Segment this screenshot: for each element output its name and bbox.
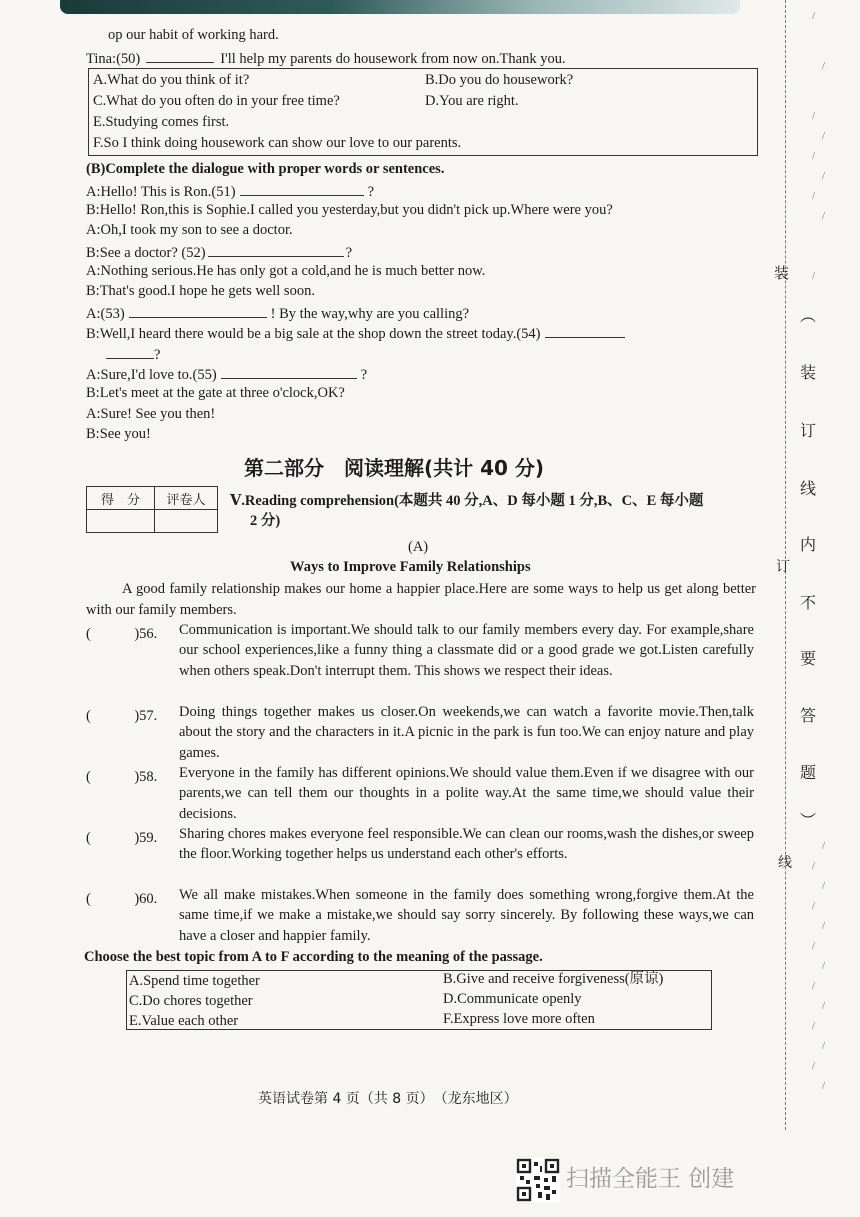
dialogue-line: A:Sure! See you then!	[86, 406, 216, 422]
dialogue-line: B:Hello! Ron,this is Sophie.I called you yesterday,but you didn't pick up.Where were you?	[86, 202, 613, 218]
topic-d: D.Communicate openly	[443, 991, 582, 1007]
margin-tick: /	[812, 900, 816, 912]
top-edge-band	[60, 0, 740, 14]
topic-e: E.Value each other	[129, 1013, 239, 1029]
binding-mark: 题	[800, 763, 817, 782]
binding-mark: 不	[800, 593, 817, 612]
dialogue-line: B:Well,I heard there would be a big sale at the shop down the street today.(54)	[86, 323, 625, 343]
dialogue-line: A:Sure,I'd love to.(55) ?	[86, 364, 367, 384]
question-number: ( )59.	[86, 830, 158, 846]
option-a: A.What do you think of it?	[93, 72, 250, 88]
margin-tick: /	[822, 920, 826, 932]
binding-mark: ︶	[800, 811, 817, 830]
margin-tick: /	[812, 1020, 816, 1032]
margin-tick: /	[812, 190, 816, 202]
text-line: op our habit of working hard.	[108, 27, 279, 43]
options-box	[88, 68, 758, 156]
dialogue-line: A:Nothing serious.He has only got a cold,and he is much better now.	[86, 263, 486, 279]
binding-mark: 订	[776, 559, 790, 575]
question-number: ( )57.	[86, 708, 158, 724]
dialogue-line: B:That's good.I hope he gets well soon.	[86, 283, 315, 299]
binding-mark: 内	[800, 535, 817, 554]
margin-tick: /	[822, 60, 826, 72]
binding-mark: 要	[800, 649, 817, 668]
topic-a: A.Spend time together	[129, 973, 260, 989]
option-b: B.Do you do housework?	[425, 72, 574, 88]
question-number: ( )56.	[86, 626, 158, 642]
scanner-watermark: 扫描全能王 创建	[566, 1166, 735, 1192]
binding-mark: 答	[800, 706, 817, 725]
binding-mark: 线	[800, 479, 817, 498]
margin-tick: /	[812, 10, 816, 22]
score-table	[86, 486, 218, 533]
margin-tick: /	[812, 980, 816, 992]
grader-blank	[155, 510, 218, 533]
margin-tick: /	[822, 840, 826, 852]
score-cell: 得 分	[87, 487, 155, 510]
question-number: ( )58.	[86, 769, 158, 785]
margin-tick: /	[822, 1080, 826, 1092]
dialogue-line: B:Let's meet at the gate at three o'clock,OK?	[86, 385, 345, 401]
passage-intro: A good family relationship makes our home a happier place.Here are some ways to help us get along better with our family members.	[86, 581, 756, 618]
page-footer: 英语试卷第 4 页（共 8 页） （龙东地区）	[258, 1091, 518, 1107]
margin-tick: /	[822, 210, 826, 222]
dialogue-line: A:(53) ! By the way,why are you calling?	[86, 303, 469, 323]
choose-instruction: Choose the best topic from A to F according to the meaning of the passage.	[84, 949, 543, 965]
question-text: Sharing chores makes everyone feel responsible.We can clean our rooms,wash the dishes,or sweep the floor.Working together helps us understand each other's efforts.	[179, 826, 754, 863]
option-f: F.So I think doing housework can show our love to our parents.	[93, 135, 462, 151]
qr-code-icon	[516, 1158, 560, 1202]
binding-mark: 线	[778, 855, 792, 871]
section5-title: Ⅴ.Reading comprehension(本题共 40 分,A、D 每小题 1 分,B、C、E 每小题	[230, 493, 704, 509]
question-number: ( )60.	[86, 891, 158, 907]
topics-box	[126, 970, 712, 1030]
section5-note: 2 分)	[250, 513, 281, 529]
grader-cell: 评卷人	[155, 487, 218, 510]
margin-tick: /	[812, 110, 816, 122]
margin-tick: /	[822, 170, 826, 182]
section-b-title: (B)Complete the dialogue with proper words or sentences.	[86, 161, 445, 177]
margin-tick: /	[822, 1000, 826, 1012]
margin-tick: /	[812, 270, 816, 282]
part-a-label: (A)	[408, 539, 429, 555]
margin-tick: /	[822, 130, 826, 142]
dialogue-line: B:See you!	[86, 426, 151, 442]
question-text: Communication is important.We should talk to our family members every day. For example,share our school experiences,like a funny thing a classmate did or a good grade we got.Listen carefully when others speak.Don't interrupt them. This shows we respect their ideas.	[179, 622, 754, 679]
topic-b: B.Give and receive forgiveness(原谅)	[443, 971, 664, 987]
option-c: C.What do you often do in your free time?	[93, 93, 340, 109]
dialogue-line: A:Oh,I took my son to see a doctor.	[86, 222, 293, 238]
score-blank	[87, 510, 155, 533]
binding-mark: 装	[800, 363, 817, 382]
question-text: We all make mistakes.When someone in the family does something wrong,forgive them.At the same time,if we make a mistake,we should say sorry sincerely. By following these ways,we can have a closer and happier family.	[179, 887, 754, 944]
margin-tick: /	[812, 940, 816, 952]
option-d: D.You are right.	[425, 93, 519, 109]
binding-mark: 装	[774, 264, 790, 282]
dialogue-line: ?	[106, 344, 160, 364]
margin-tick: /	[822, 960, 826, 972]
margin-tick: /	[822, 880, 826, 892]
binding-mark: 订	[800, 421, 817, 440]
question-text: Doing things together makes us closer.On weekends,we can watch a favorite movie.Then,talk about the story and the characters in it.A picnic in the park is fun too.We can enjoy nature and play games.	[179, 704, 754, 761]
question-text: Everyone in the family has different opinions.We should value them.Even if we disagree with our parents,we can tell them our thoughts in a polite way.At the same time,we should value their decisions.	[179, 765, 754, 822]
binding-mark: ︵	[800, 306, 817, 325]
dialogue-line: B:See a doctor? (52) ?	[86, 242, 352, 262]
margin-tick: /	[822, 1040, 826, 1052]
text-line: Tina:(50) I'll help my parents do housework from now on.Thank you.	[86, 48, 566, 68]
passage-title: Ways to Improve Family Relationships	[290, 559, 531, 575]
dialogue-line: A:Hello! This is Ron.(51) ?	[86, 181, 374, 201]
topic-c: C.Do chores together	[129, 993, 253, 1009]
option-e: E.Studying comes first.	[93, 114, 230, 130]
margin-tick: /	[812, 1060, 816, 1072]
part2-heading: 第二部分 阅读理解(共计 40 分)	[244, 456, 545, 480]
topic-f: F.Express love more often	[443, 1011, 595, 1027]
margin-tick: /	[812, 150, 816, 162]
margin-tick: /	[812, 860, 816, 872]
